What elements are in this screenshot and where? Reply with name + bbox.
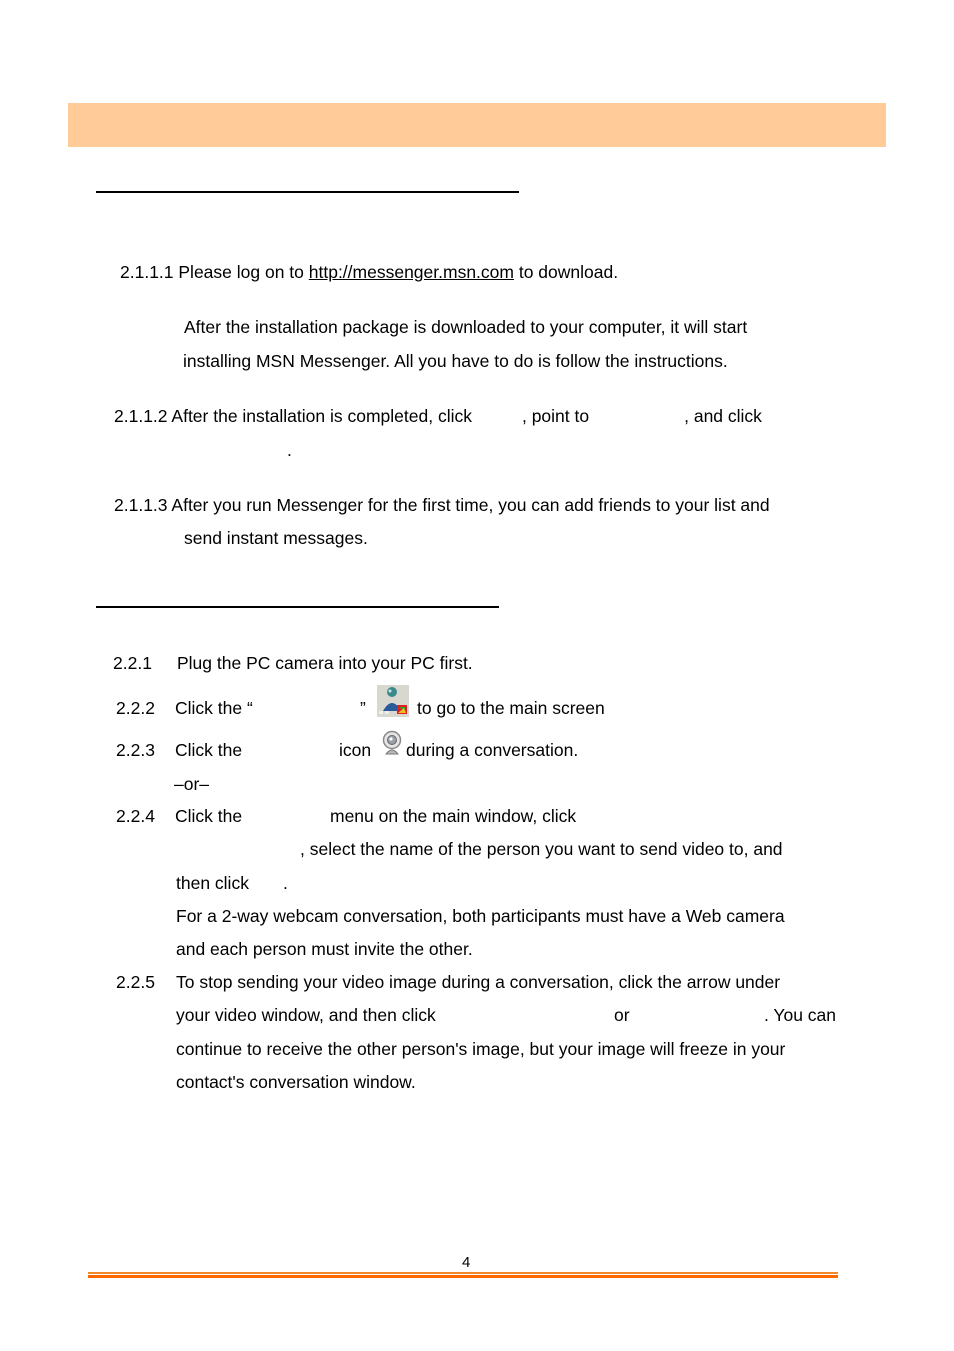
step-num: 2.2.1 (113, 653, 152, 673)
section-heading-rule (96, 606, 499, 608)
step-text: Click the (175, 806, 243, 826)
step-text: continue to receive the other person's image, but your image will freeze in your (176, 1039, 786, 1059)
step-2-1-1-2-end: . (287, 440, 292, 460)
step-text: . You can (764, 1005, 837, 1025)
step-2-1-1-1 (120, 264, 618, 282)
step-2-1-1-3-line-1: 2.1.1.3 After you run Messenger for the first time, you can add friends to your list and (114, 495, 770, 515)
msn-messenger-icon (377, 685, 409, 717)
step-text: menu on the main window, click (330, 806, 577, 826)
step-text: Click the (175, 740, 243, 760)
install-line-1: After the installation package is downloaded to your computer, it will start (184, 317, 748, 337)
step-num: 2.2.4 (116, 806, 155, 826)
step-num: 2.2.2 (116, 698, 155, 718)
step-text: 2.1.1.2 After the installation is completed, click (114, 406, 472, 426)
step-text (176, 875, 288, 893)
step-text: during a conversation. (406, 740, 579, 760)
step-text: to go to the main screen (417, 698, 605, 718)
step-text: For a 2-way webcam conversation, both participants must have a Web camera (176, 906, 785, 926)
step-text: contact's conversation window. (176, 1072, 416, 1092)
step-text: Click the “ (175, 698, 253, 718)
step-text: your video window, and then click (176, 1005, 436, 1025)
footer-rule (88, 1272, 838, 1274)
step-text: To stop sending your video image during a conversation, click the arrow under (176, 972, 781, 992)
footer-rule (88, 1275, 838, 1278)
step-text: then click (176, 873, 249, 893)
step-text: to download. (513, 262, 619, 282)
step-text: or (614, 1005, 630, 1025)
section-banner (68, 103, 886, 147)
step-num: 2.2.3 (116, 740, 155, 760)
page-number: 4 (462, 1254, 471, 1271)
step-text: , select the name of the person you want to send video to, and (300, 839, 783, 859)
step-2-1-1-2 (114, 408, 762, 426)
step-text: ” (360, 698, 366, 718)
section-heading-rule (96, 191, 519, 193)
install-line-2: installing MSN Messenger. All you have to do is follow the instructions. (183, 351, 728, 371)
step-text: 2.1.1.1 Please log on to (120, 262, 309, 282)
step-num: 2.2.5 (116, 972, 155, 992)
step-text: and each person must invite the other. (176, 939, 473, 959)
step-text: . (282, 873, 288, 893)
step-2-2-1-text: Plug the PC camera into your PC first. (177, 653, 473, 673)
step-2-1-1-3-line-2: send instant messages. (184, 528, 368, 548)
step-text: , and click (684, 406, 762, 426)
step-text: icon (339, 740, 372, 760)
msn-download-link[interactable]: http://messenger.msn.com (308, 262, 514, 282)
webcam-icon (381, 730, 405, 756)
step-text: , point to (521, 406, 590, 426)
or-separator: –or– (174, 774, 210, 794)
